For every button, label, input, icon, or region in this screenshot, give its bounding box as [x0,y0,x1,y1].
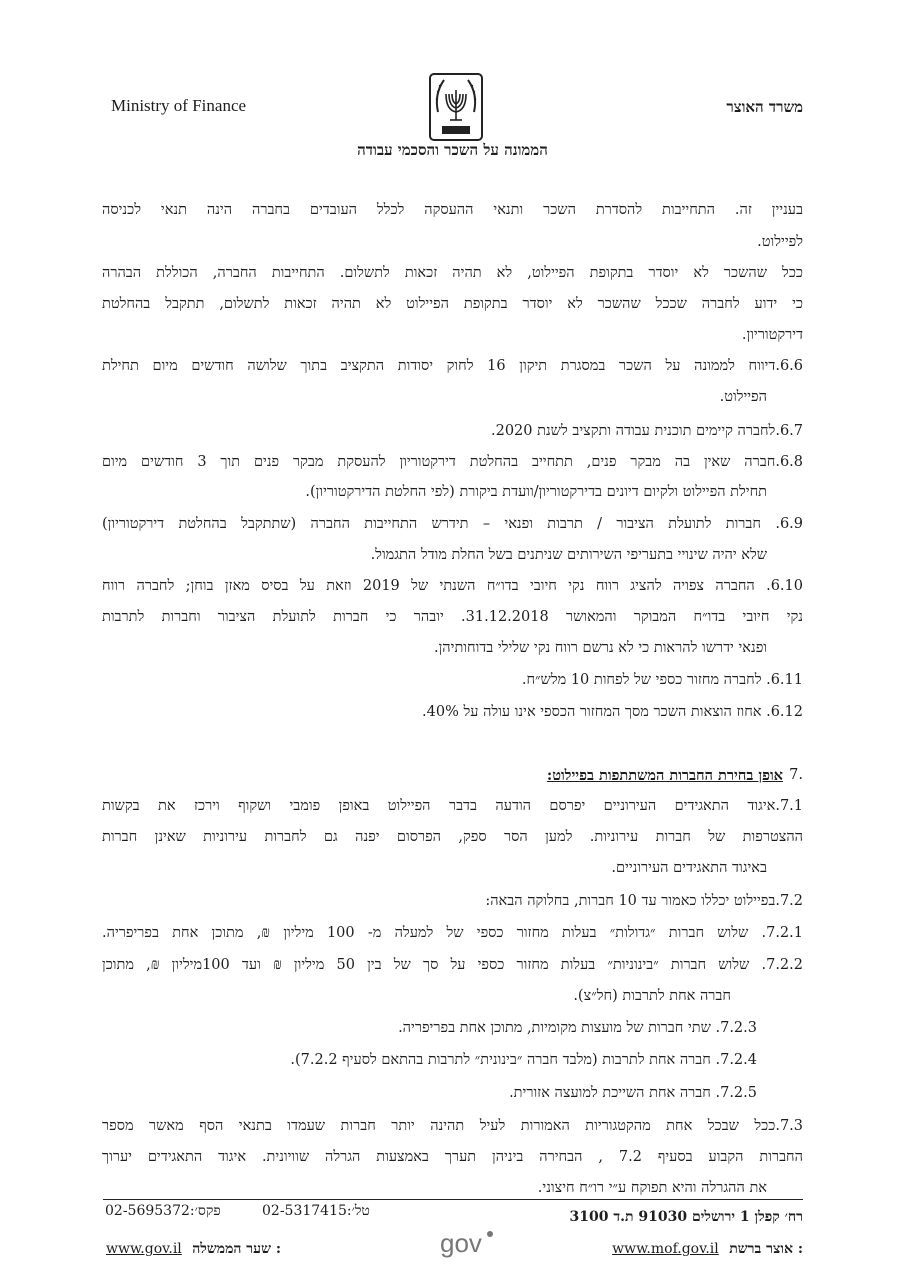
text-line: לפיילוט. [757,234,803,250]
text-line: נקי חיובי בדו״ח המבוקר והמאושר 31.12.2018. יובהר כי חברות לתועלת הציבור וחברות לתרבות [102,609,803,625]
state-emblem-icon [428,72,484,142]
section-7-title: אופן בחירת החברות המשתתפות בפיילוט: [546,767,783,784]
footer-gov-link[interactable] [106,1241,281,1258]
gov-logo-icon [438,1226,496,1260]
text-line: 7.1.איגוד התאגידים העירוניים יפרסם הודעה בדבר הפיילוט באופן פומבי ושקוף וירכז את בקשות [102,798,803,814]
text-line: 7.2.בפיילוט יכללו כאמור עד 10 חברות, בחלוקה הבאה: [485,893,803,909]
text-line: 6.12. אחוז הוצאות השכר מסך המחזור הכספי אינו עולה על 40%. [422,704,803,720]
text-line: 7.3.ככל שבכל אחת מהקטגוריות האמורות לעיל תהינה יותר חברות שעמדו בתנאי הסף מאשר מספר [102,1118,803,1134]
footer-gov-url[interactable]: www.gov.il [106,1241,182,1257]
text-line: דירקטוריון. [741,327,803,343]
text-line: את ההגרלה והיא תפוקח ע״י רו״ח חיצוני. [537,1180,767,1196]
text-line: ופנאי ידרשו להראות כי לא נרשם רווח נקי שלילי בדוחותיהן. [434,640,767,656]
text-line: .7 [789,767,803,783]
footer-gov-label: שער הממשלה : [192,1241,282,1257]
text-line: 7.2.5. חברה אחת השייכת למועצה אזורית. [509,1085,757,1101]
footer-fax: פקס׳:02-5695372 [105,1203,221,1219]
text-line: 7.2.3. שתי חברות של מועצות מקומיות, מתוכן אחת בפריפריה. [398,1020,757,1036]
text-line: 6.6.דיווח לממונה על השכר במסגרת תיקון 16 לחוק יסודות התקציב בתוך שלושה חודשים מיום תחילת [102,358,803,374]
footer-mof-label: אוצר ברשת : [729,1241,803,1257]
text-line: החברות הקבוע בסעיף 7.2 , הבחירה ביניהן תערך באמצעות הגרלה שוויונית. איגוד התאגידים יערוך [102,1149,803,1165]
footer-mof-url[interactable]: www.mof.gov.il [612,1241,719,1257]
footer-mof-link[interactable] [612,1241,803,1258]
header-hebrew-title: משרד האוצר [726,98,803,116]
text-line: כי ידוע לחברה שככל שהשכר לא יוסדר בתקופת הפיילוט לא תהיה זכאות לתשלום, תתקבל בהחלטת [102,296,803,312]
text-line: שלא יהיה שינויי בתעריפי השירותים שניתנים בשל החלת מודל התגמול. [370,547,767,563]
text-line: 7.2.1. שלוש חברות ״גדולות״ בעלות מחזור כספי של למעלה מ- 100 מיליון ₪, מתוכן אחת בפריפריה. [102,925,803,941]
text-line: בעניין זה. התחייבות להסדרת השכר ותנאי ההעסקה לכלל העובדים בחברה הינה תנאי לכניסה [102,202,803,218]
text-line: 7.2.4. חברה אחת לתרבות (מלבד חברה ״בינונית״ לתרבות בהתאם לסעיף 7.2.2). [290,1052,757,1068]
text-line: 6.7.לחברה קיימים תוכנית עבודה ותקציב לשנת 2020. [491,423,803,439]
text-line: תחילת הפיילוט ולקיום דיונים בדירקטוריון/וועדת ביקורת (לפי החלטת הדירקטוריון). [305,484,767,500]
text-line: 6.10. החברה צפויה להציג רווח נקי חיובי בדו״ח השנתי של 2019 וזאת על בסיס מאזן בוחן; לחברה רווח [102,578,803,594]
text-line: ההצטרפות של חברות עירוניות. למען הסר ספק, הפרסום יפנה גם לחברות עירוניות שאינן חברות [102,829,803,845]
text-line: 7.2.2. שלוש חברות ״בינוניות״ בעלות מחזור כספי על סך של בין 50 מיליון ₪ ועד 100מיליון ₪, מתוכן [102,957,803,973]
text-line: באיגוד התאגידים העירוניים. [611,860,767,876]
footer-address: רח׳ קפלן 1 ירושלים 91030 ת.ד 3100 [569,1209,803,1225]
footer-phone: טל׳:02-5317415 [262,1203,370,1219]
text-line: 6.9. חברות לתועלת הציבור / תרבות ופנאי – תידרש התחייבות החברה (שתתקבל בהחלטת דירקטוריון) [102,516,803,532]
text-line: 6.11. לחברה מחזור כספי של לפחות 10 מלש״ח. [521,672,803,688]
text-line: 6.8.חברה שאין בה מבקר פנים, תתחייב בהחלטת דירקטוריון להעסקת מבקר פנים תוך 3 חודשים מיום [102,454,803,470]
text-line: חברה אחת לתרבות (חל״צ). [573,988,731,1004]
gov-logo-text: gov [440,1228,482,1258]
text-line: הפיילוט. [719,389,767,405]
footer-divider [103,1199,803,1200]
header-subtitle: הממונה על השכר והסכמי עבודה [357,141,548,159]
text-line: ככל שהשכר לא יוסדר בתקופת הפיילוט, לא תהיה זכאות לתשלום. התחייבות החברה, הכוללת הבהרה [102,265,803,281]
header-english-title: Ministry of Finance [111,96,247,115]
